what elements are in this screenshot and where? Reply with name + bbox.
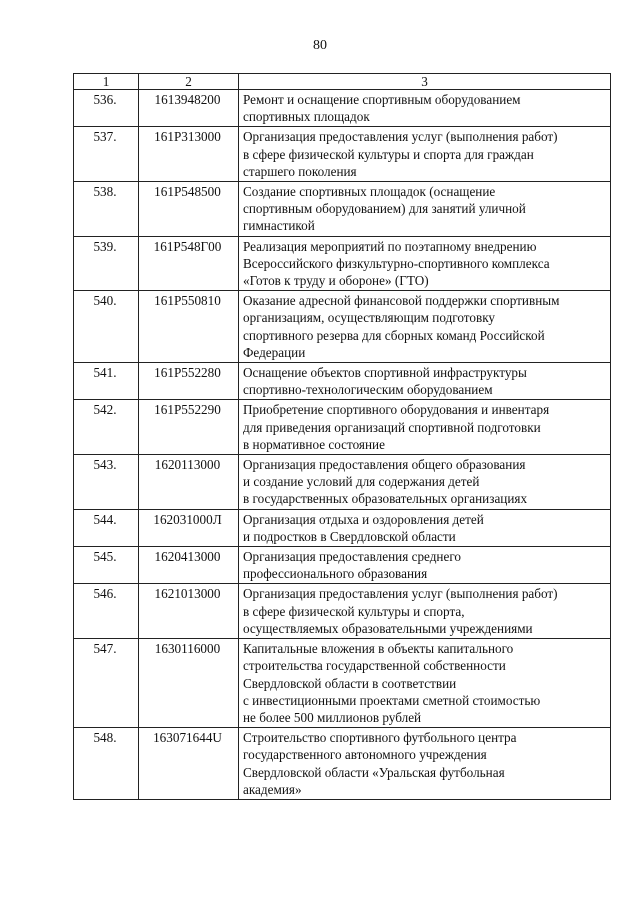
header-cell-2: 2 — [139, 74, 239, 90]
row-number: 548. — [74, 728, 139, 800]
table-row — [74, 547, 611, 584]
row-number: 542. — [74, 400, 139, 455]
header-cell-1: 1 — [74, 74, 139, 90]
row-code: 161Р552290 — [139, 400, 239, 455]
table-row — [74, 509, 611, 546]
row-description: Оснащение объектов спортивной инфраструктуры спортивно-технологическим оборудованием — [239, 363, 611, 400]
budget-table — [73, 73, 611, 800]
row-number: 539. — [74, 236, 139, 291]
row-code: 1630116000 — [139, 639, 239, 728]
row-description: Строительство спортивного футбольного центра государственного автономного учреждения Свердловской области «Уральская футбольная академия» — [239, 728, 611, 800]
row-number: 540. — [74, 291, 139, 363]
row-number: 543. — [74, 455, 139, 510]
table-row — [74, 236, 611, 291]
header-cell-3: 3 — [239, 74, 611, 90]
table-row — [74, 639, 611, 728]
row-number: 547. — [74, 639, 139, 728]
row-code: 161Р550810 — [139, 291, 239, 363]
row-code: 1621013000 — [139, 584, 239, 639]
table-row — [74, 584, 611, 639]
row-code: 161Р548500 — [139, 182, 239, 237]
row-code: 163071644U — [139, 728, 239, 800]
row-number: 544. — [74, 509, 139, 546]
table-row — [74, 363, 611, 400]
row-description: Организация предоставления среднего профессионального образования — [239, 547, 611, 584]
row-code: 161Р313000 — [139, 127, 239, 182]
row-number: 536. — [74, 90, 139, 127]
row-code: 1620413000 — [139, 547, 239, 584]
row-description: Организация отдыха и оздоровления детей и подростков в Свердловской области — [239, 509, 611, 546]
row-code: 1613948200 — [139, 90, 239, 127]
table-row — [74, 291, 611, 363]
row-description: Организация предоставления услуг (выполнения работ) в сфере физической культуры и спорта, осуществляемых образовательными учреждениями — [239, 584, 611, 639]
table-row — [74, 90, 611, 127]
row-description: Организация предоставления общего образования и создание условий для содержания детей в государственных образовательных организациях — [239, 455, 611, 510]
row-number: 545. — [74, 547, 139, 584]
row-description: Приобретение спортивного оборудования и инвентаря для приведения организаций спортивной подготовки в нормативное состояние — [239, 400, 611, 455]
row-description: Оказание адресной финансовой поддержки спортивным организациям, осуществляющим подготовку спортивного резерва для сборных команд Российской Федерации — [239, 291, 611, 363]
row-description: Организация предоставления услуг (выполнения работ) в сфере физической культуры и спорта для граждан старшего поколения — [239, 127, 611, 182]
row-description: Реализация мероприятий по поэтапному внедрению Всероссийского физкультурно-спортивного комплекса «Готов к труду и обороне» (ГТО) — [239, 236, 611, 291]
table-row — [74, 127, 611, 182]
table-row — [74, 728, 611, 800]
page-number: 80 — [313, 38, 327, 53]
row-number: 537. — [74, 127, 139, 182]
row-code: 1620113000 — [139, 455, 239, 510]
row-code: 162031000Л — [139, 509, 239, 546]
row-code: 161Р552280 — [139, 363, 239, 400]
header-row — [74, 74, 611, 90]
row-number: 538. — [74, 182, 139, 237]
table-row — [74, 400, 611, 455]
table-row — [74, 182, 611, 237]
row-number: 541. — [74, 363, 139, 400]
row-description: Капитальные вложения в объекты капитального строительства государственной собственности Свердловской области в соответствии с инвестиционными проектами сметной стоимостью не более 500 миллионов рублей — [239, 639, 611, 728]
table-row — [74, 455, 611, 510]
row-description: Ремонт и оснащение спортивным оборудованием спортивных площадок — [239, 90, 611, 127]
row-number: 546. — [74, 584, 139, 639]
row-description: Создание спортивных площадок (оснащение спортивным оборудованием) для занятий уличной гимнастикой — [239, 182, 611, 237]
row-code: 161Р548Г00 — [139, 236, 239, 291]
